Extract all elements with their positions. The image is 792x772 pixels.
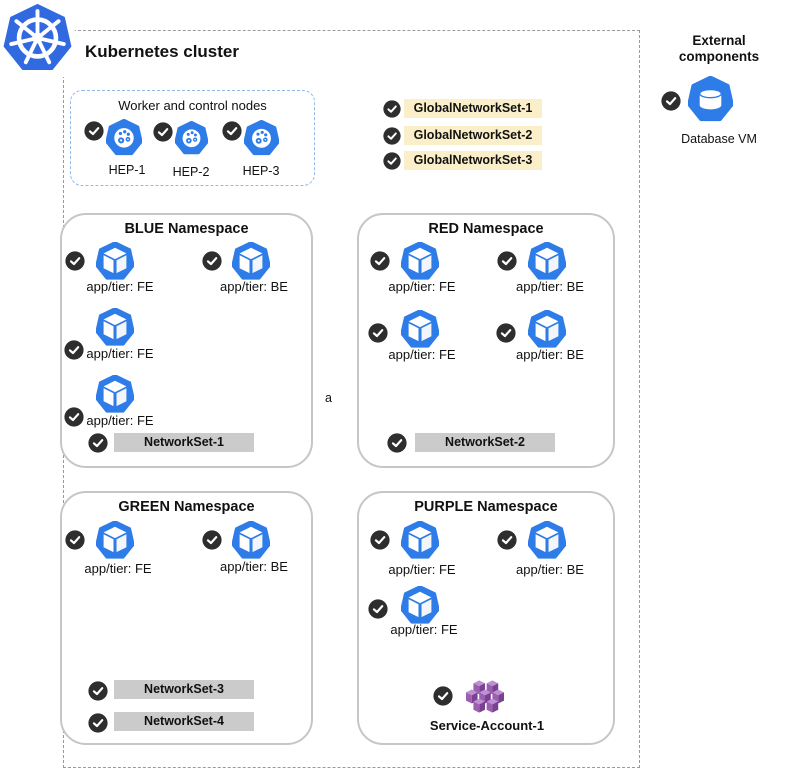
pod-icon (401, 586, 439, 624)
database-vm-label: Database VM (681, 132, 757, 146)
pod-icon (232, 242, 270, 280)
pod-label: app/tier: FE (390, 622, 458, 637)
check-icon (202, 251, 222, 271)
namespace-box-green (60, 491, 313, 745)
check-icon (497, 251, 517, 271)
namespace-title: PURPLE Namespace (414, 499, 558, 515)
pod-label: app/tier: FE (388, 347, 456, 362)
check-icon (84, 121, 104, 141)
stray-annotation: a (325, 391, 332, 405)
hep-node-icon (175, 121, 208, 155)
namespace-box-red (357, 213, 615, 468)
networkset-badge: NetworkSet-2 (415, 433, 555, 452)
pod-label: app/tier: FE (388, 279, 456, 294)
namespace-box-purple (357, 491, 615, 745)
pod-label: app/tier: BE (220, 559, 288, 574)
check-icon (370, 251, 390, 271)
global-networkset-badge: GlobalNetworkSet-1 (404, 99, 542, 118)
namespace-title: BLUE Namespace (124, 221, 249, 237)
hep-node-label: HEP-2 (172, 165, 210, 179)
pod-label: app/tier: BE (220, 279, 288, 294)
namespace-title: GREEN Namespace (118, 499, 255, 515)
service-account-label: Service-Account-1 (429, 718, 545, 733)
pod-icon (96, 242, 134, 280)
kubernetes-logo-icon (2, 1, 73, 75)
pod-icon (528, 521, 566, 559)
check-icon (383, 127, 401, 145)
hep-node-label: HEP-3 (242, 164, 280, 178)
database-vm-icon (688, 76, 733, 122)
pod-label: app/tier: FE (86, 279, 154, 294)
check-icon (368, 323, 388, 343)
namespace-title: RED Namespace (428, 221, 544, 237)
pod-icon (528, 310, 566, 348)
pod-icon (528, 242, 566, 280)
check-icon (370, 530, 390, 550)
global-networkset-badge: GlobalNetworkSet-2 (404, 126, 542, 145)
pod-icon (232, 521, 270, 559)
hep-node-icon (244, 120, 279, 156)
service-account-icon (466, 680, 504, 713)
check-icon (497, 530, 517, 550)
pod-icon (401, 521, 439, 559)
check-icon (64, 407, 84, 427)
check-icon (88, 433, 108, 453)
cluster-title: Kubernetes cluster (85, 42, 239, 61)
pod-icon (96, 308, 134, 346)
global-networkset-badge: GlobalNetworkSet-3 (404, 151, 542, 170)
check-icon (496, 323, 516, 343)
check-icon (383, 152, 401, 170)
hep-node-label: HEP-1 (108, 163, 146, 177)
networkset-badge: NetworkSet-3 (114, 680, 254, 699)
check-icon (433, 686, 453, 706)
check-icon (153, 122, 173, 142)
pod-label: app/tier: BE (516, 347, 584, 362)
pod-label: app/tier: FE (84, 561, 152, 576)
check-icon (65, 251, 85, 271)
pod-icon (96, 521, 134, 559)
networkset-badge: NetworkSet-1 (114, 433, 254, 452)
pod-label: app/tier: FE (86, 413, 154, 428)
check-icon (383, 100, 401, 118)
check-icon (661, 91, 681, 111)
pod-label: app/tier: FE (86, 346, 154, 361)
check-icon (202, 530, 222, 550)
worker-nodes-box (70, 90, 315, 186)
pod-label: app/tier: BE (516, 562, 584, 577)
hep-node-icon (106, 119, 142, 156)
check-icon (65, 530, 85, 550)
pod-label: app/tier: BE (516, 279, 584, 294)
check-icon (387, 433, 407, 453)
check-icon (88, 681, 108, 701)
check-icon (222, 121, 242, 141)
pod-icon (96, 375, 134, 413)
check-icon (368, 599, 388, 619)
networkset-badge: NetworkSet-4 (114, 712, 254, 731)
external-components-title: External components (678, 33, 760, 64)
check-icon (64, 340, 84, 360)
pod-icon (401, 242, 439, 280)
worker-nodes-title: Worker and control nodes (118, 98, 267, 113)
pod-icon (401, 310, 439, 348)
namespace-box-blue (60, 213, 313, 468)
pod-label: app/tier: FE (388, 562, 456, 577)
check-icon (88, 713, 108, 733)
